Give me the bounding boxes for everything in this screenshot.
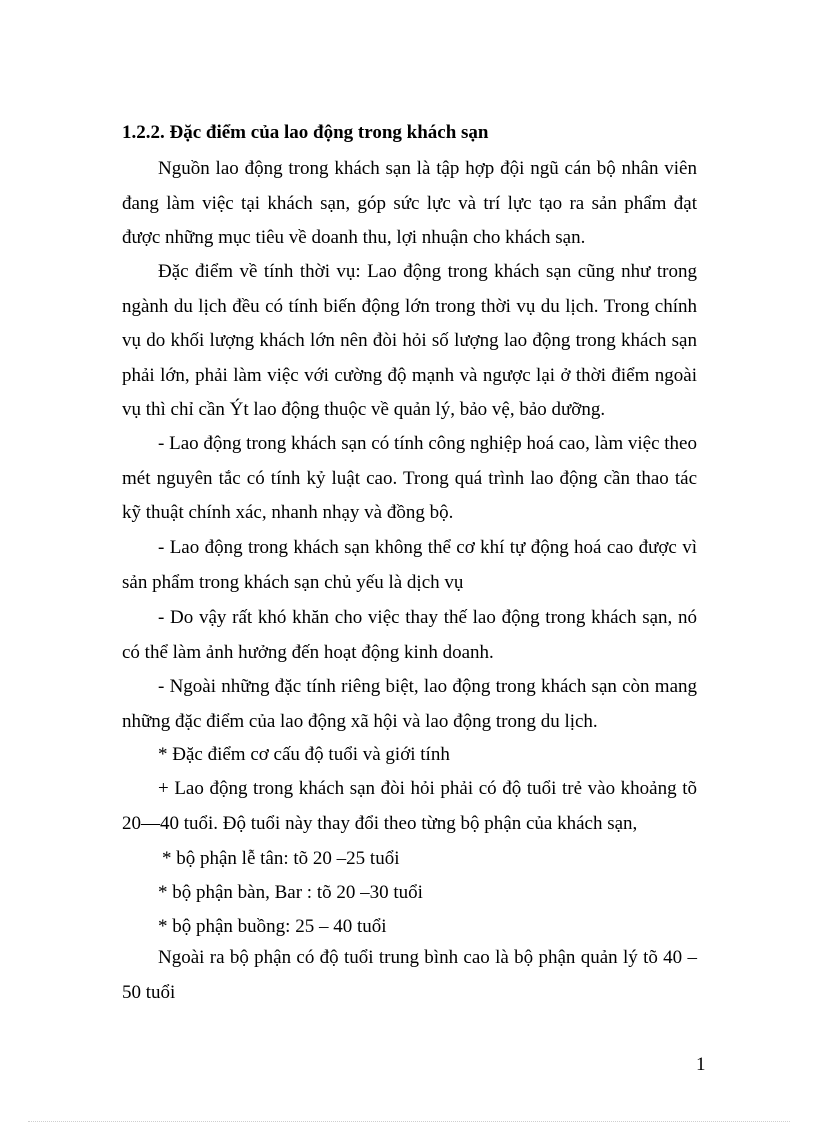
- age-group-dining-bar: * bộ phận bàn, Bar : tõ 20 –30 tuổi: [158, 882, 423, 903]
- section-heading: 1.2.2. Đặc điểm của lao động trong khách sạn: [122, 122, 489, 143]
- paragraph-seasonality: Đặc điểm về tính thời vụ: Lao động trong khách sạn cũng như trong ngành du lịch đều có tính biến động lớn trong thời vụ du lịch. Trong chính vụ do khối lượng khách lớn nên đòi hỏi số lượng lao động trong khách sạn phải lớn, phải làm việc với cường độ mạnh và ngược lại ở thời điểm ngoài vụ thì chỉ cần Ýt lao động thuộc về quản lý, bảo vệ, bảo dưỡng.: [122, 261, 697, 420]
- paragraph-management-age: Ngoài ra bộ phận có độ tuổi trung bình cao là bộ phận quản lý tõ 40 – 50 tuổi: [122, 947, 697, 1003]
- paragraph-labor-source: Nguồn lao động trong khách sạn là tập hợp đội ngũ cán bộ nhân viên đang làm việc tại khách sạn, góp sức lực và trí lực tạo ra sản phẩm đạt được những mục tiêu về doanh thu, lợi nhuận cho khách sạn.: [122, 158, 697, 248]
- footer-divider: [28, 1121, 790, 1122]
- age-group-housekeeping: * bộ phận buồng: 25 – 40 tuổi: [158, 916, 387, 937]
- paragraph-age-range: + Lao động trong khách sạn đòi hỏi phải có độ tuổi trẻ vào khoảng tõ 20—40 tuổi. Độ tuổi này thay đổi theo từng bộ phận của khách sạn,: [122, 778, 697, 834]
- paragraph-age-structure-heading: * Đặc điểm cơ cấu độ tuổi và giới tính: [158, 744, 450, 765]
- paragraph-replacement: - Do vậy rất khó khăn cho việc thay thế lao động trong khách sạn, nó có thể làm ảnh hưởng đến hoạt động kinh doanh.: [122, 607, 697, 663]
- paragraph-automation: - Lao động trong khách sạn không thể cơ khí tự động hoá cao được vì sản phẩm trong khách sạn chủ yếu là dịch vụ: [122, 537, 697, 593]
- paragraph-industrialization: - Lao động trong khách sạn có tính công nghiệp hoá cao, làm việc theo mét nguyên tắc có tính kỷ luật cao. Trong quá trình lao động cần thao tác kỹ thuật chính xác, nhanh nhạy và đồng bộ.: [122, 433, 697, 523]
- page-number: 1: [696, 1054, 706, 1075]
- age-group-reception: * bộ phận lễ tân: tõ 20 –25 tuổi: [162, 848, 400, 869]
- paragraph-social-labor: - Ngoài những đặc tính riêng biệt, lao động trong khách sạn còn mang những đặc điểm của lao động xã hội và lao động trong du lịch.: [122, 676, 697, 732]
